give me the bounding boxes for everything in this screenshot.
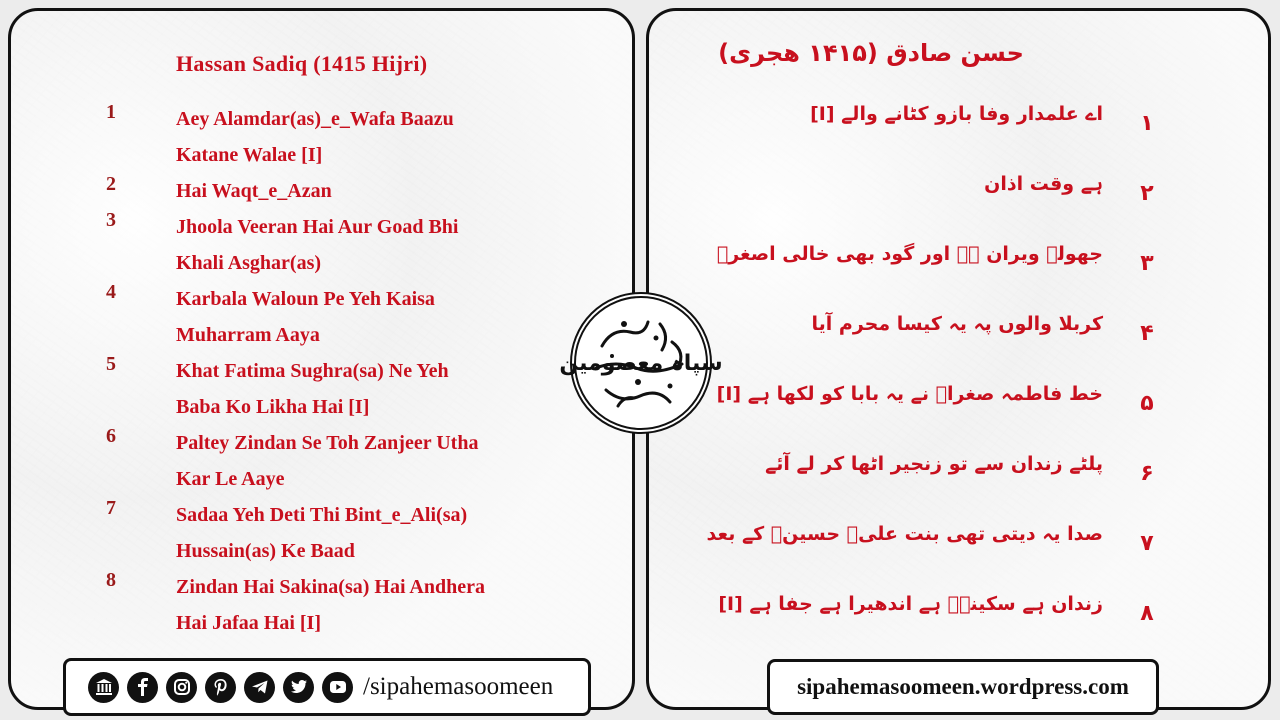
- entry-line: Jhoola Veeran Hai Aur Goad Bhi: [176, 216, 459, 238]
- entry-text: خط فاطمہ صغراؑ نے یہ بابا کو لکھا ہے [I]: [716, 383, 1103, 405]
- entry-number: 1: [106, 101, 116, 123]
- urdu-title: حسن صادق (۱۴۱۵ ھجری): [718, 39, 1024, 67]
- entry-number: ۲: [1140, 181, 1154, 206]
- library-icon[interactable]: [88, 672, 119, 703]
- entry-text: صدا یہ دیتی تھی بنت علیؑ حسینؑ کے بعد: [706, 523, 1103, 545]
- list-item: [649, 383, 1268, 453]
- entry-number: 8: [106, 569, 116, 591]
- entry-number: 3: [106, 209, 116, 231]
- entry-line: Katane Walae [I]: [176, 144, 323, 166]
- pinterest-icon[interactable]: [205, 672, 236, 703]
- social-handle[interactable]: /sipahemasoomeen: [363, 673, 554, 700]
- english-title: Hassan Sadiq (1415 Hijri): [176, 51, 428, 76]
- entry-line: Zindan Hai Sakina(sa) Hai Andhera: [176, 576, 485, 598]
- entry-text: پلٹے زندان سے تو زنجیر اٹھا کر لے آئے: [765, 453, 1103, 475]
- entry-number: ۵: [1140, 391, 1154, 416]
- entry-line: Sadaa Yeh Deti Thi Bint_e_Ali(sa): [176, 504, 468, 526]
- list-item: [106, 101, 626, 173]
- entry-line: Kar Le Aaye: [176, 468, 285, 490]
- entry-line: Khat Fatima Sughra(sa) Ne Yeh: [176, 360, 449, 382]
- list-item: [649, 593, 1268, 663]
- logo-text: سپاہ معصومین: [559, 351, 723, 376]
- entry-number: ۷: [1140, 531, 1154, 556]
- entry-number: 7: [106, 497, 116, 519]
- entry-number: ۶: [1140, 461, 1154, 486]
- english-list-panel: [8, 8, 635, 710]
- entry-line: Hussain(as) Ke Baad: [176, 540, 355, 562]
- telegram-icon[interactable]: [244, 672, 275, 703]
- list-item: [106, 425, 626, 497]
- entry-text: کربلا والوں پہ یہ کیسا محرم آیا: [811, 313, 1103, 335]
- list-item: [106, 173, 626, 209]
- entry-line: Baba Ko Likha Hai [I]: [176, 396, 370, 418]
- entry-line: Hai Jafaa Hai [I]: [176, 612, 321, 634]
- urdu-list-panel: [646, 8, 1271, 710]
- youtube-icon[interactable]: [322, 672, 353, 703]
- entry-line: Aey Alamdar(as)_e_Wafa Baazu: [176, 108, 454, 130]
- logo-emblem: [559, 292, 723, 434]
- list-item: [106, 569, 626, 641]
- entry-number: ۸: [1140, 601, 1154, 626]
- entry-text: اے علمدار وفا بازو کٹانے والے [I]: [810, 103, 1103, 125]
- list-item: [106, 209, 626, 281]
- entry-number: 5: [106, 353, 116, 375]
- list-item: [649, 173, 1268, 243]
- urdu-entries: [649, 103, 1268, 663]
- instagram-icon[interactable]: [166, 672, 197, 703]
- list-item: [106, 497, 626, 569]
- entry-text: جھولہ ویران ہے اور گود بھی خالی اصغرؑ: [716, 243, 1103, 265]
- website-url[interactable]: sipahemasoomeen.wordpress.com: [767, 659, 1159, 715]
- list-item: [649, 453, 1268, 523]
- entry-number: 4: [106, 281, 116, 303]
- entry-number: 2: [106, 173, 116, 195]
- entry-line: Paltey Zindan Se Toh Zanjeer Utha: [176, 432, 479, 454]
- entry-text: ہے وقت اذان: [984, 173, 1103, 195]
- list-item: [649, 103, 1268, 173]
- entry-line: Muharram Aaya: [176, 324, 320, 346]
- social-links-bar: [63, 658, 591, 716]
- facebook-icon[interactable]: [127, 672, 158, 703]
- twitter-icon[interactable]: [283, 672, 314, 703]
- entry-number: ۴: [1140, 321, 1154, 346]
- list-item: [106, 281, 626, 353]
- list-item: [649, 243, 1268, 313]
- list-item: [649, 313, 1268, 383]
- english-entries: [106, 101, 626, 641]
- entry-line: Khali Asghar(as): [176, 252, 322, 274]
- entry-number: ۱: [1140, 111, 1154, 136]
- list-item: [649, 523, 1268, 593]
- list-item: [106, 353, 626, 425]
- entry-line: Karbala Waloun Pe Yeh Kaisa: [176, 288, 435, 310]
- entry-line: Hai Waqt_e_Azan: [176, 180, 332, 202]
- entry-text: زندان ہے سکینہؑ ہے اندھیرا ہے جفا ہے [I]: [718, 593, 1103, 615]
- calligraphy-logo-art: [559, 294, 723, 432]
- entry-number: ۳: [1140, 251, 1154, 276]
- entry-number: 6: [106, 425, 116, 447]
